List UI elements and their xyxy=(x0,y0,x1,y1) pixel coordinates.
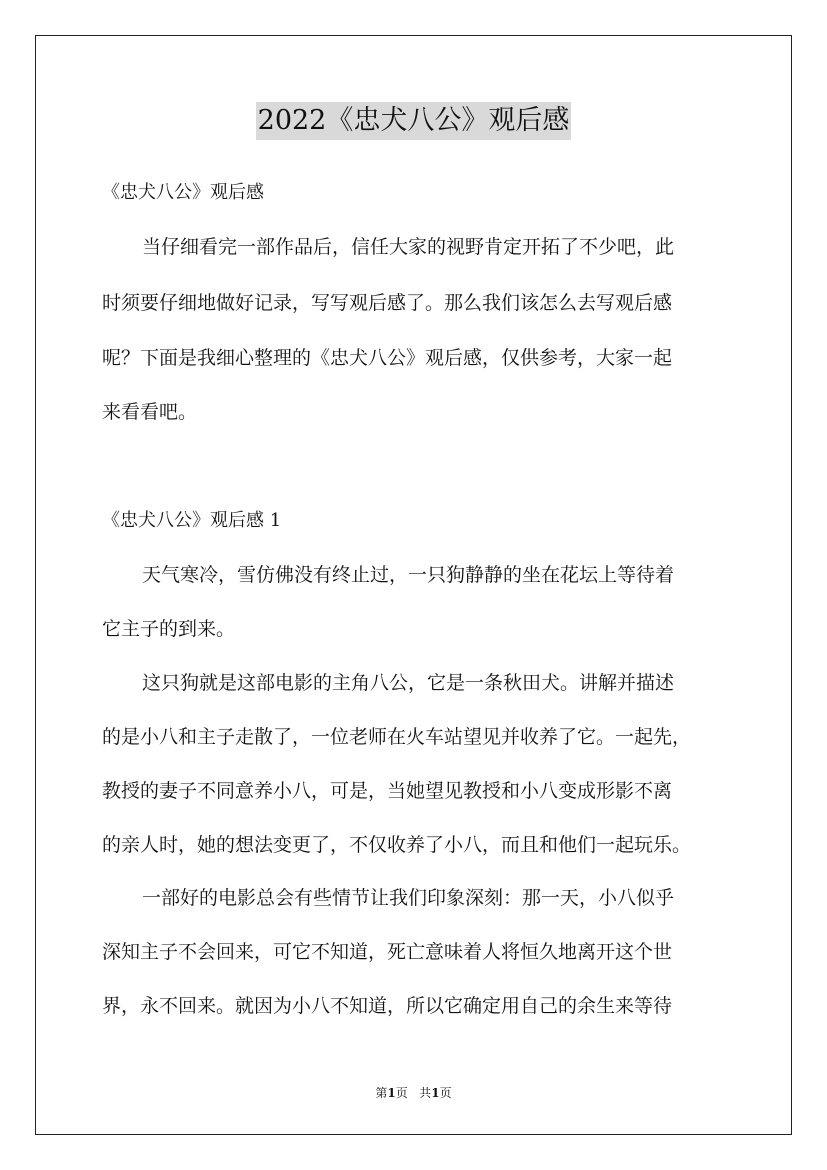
para2-line-4: 的亲人时，她的想法变更了，不仅收养了小八，而且和他们一起玩乐。 xyxy=(102,834,692,856)
para3-line-1: 一部好的电影总会有些情节让我们印象深刻：那一天，小八似乎 xyxy=(142,887,675,909)
intro-line-1: 当仔细看完一部作品后，信任大家的视野肯定开拓了不少吧，此 xyxy=(142,236,675,258)
para2-line-3: 教授的妻子不同意养小八，可是，当她望见教授和小八变成形影不离 xyxy=(102,780,673,802)
footer-total-suffix: 页 xyxy=(439,1086,452,1100)
title-container xyxy=(0,102,827,140)
para3-line-3: 界，永不回来。就因为小八不知道，所以它确定用自己的余生来等待 xyxy=(102,995,673,1017)
footer-total-number: 1 xyxy=(431,1086,440,1100)
footer-total-prefix: 共 xyxy=(419,1086,432,1100)
document-title: 2022《忠犬八公》观后感 xyxy=(256,102,572,140)
intro-line-3: 呢？下面是我细心整理的《忠犬八公》观后感，仅供参考，大家一起 xyxy=(102,347,673,369)
footer-page-number: 1 xyxy=(387,1086,396,1100)
footer-page-suffix: 页 xyxy=(395,1086,408,1100)
intro-heading: 《忠犬八公》观后感 xyxy=(102,182,264,203)
footer-page-prefix: 第 xyxy=(375,1086,388,1100)
para2-line-1: 这只狗就是这部电影的主角八公，它是一条秋田犬。讲解并描述 xyxy=(142,672,675,694)
section1-heading: 《忠犬八公》观后感 1 xyxy=(102,510,282,531)
para2-line-2: 的是小八和主子走散了，一位老师在火车站望见并收养了它。一起先， xyxy=(102,726,692,748)
para1-line-1: 天气寒冷，雪仿佛没有终止过，一只狗静静的坐在花坛上等待着 xyxy=(142,564,675,586)
intro-line-2: 时须要仔细地做好记录，写写观后感了。那么我们该怎么去写观后感 xyxy=(102,292,673,314)
intro-line-4: 来看看吧。 xyxy=(102,401,198,423)
page-footer xyxy=(0,1085,827,1101)
para3-line-2: 深知主子不会回来，可它不知道，死亡意味着人将恒久地离开这个世 xyxy=(102,941,673,963)
para1-line-2: 它主子的到来。 xyxy=(102,618,236,640)
